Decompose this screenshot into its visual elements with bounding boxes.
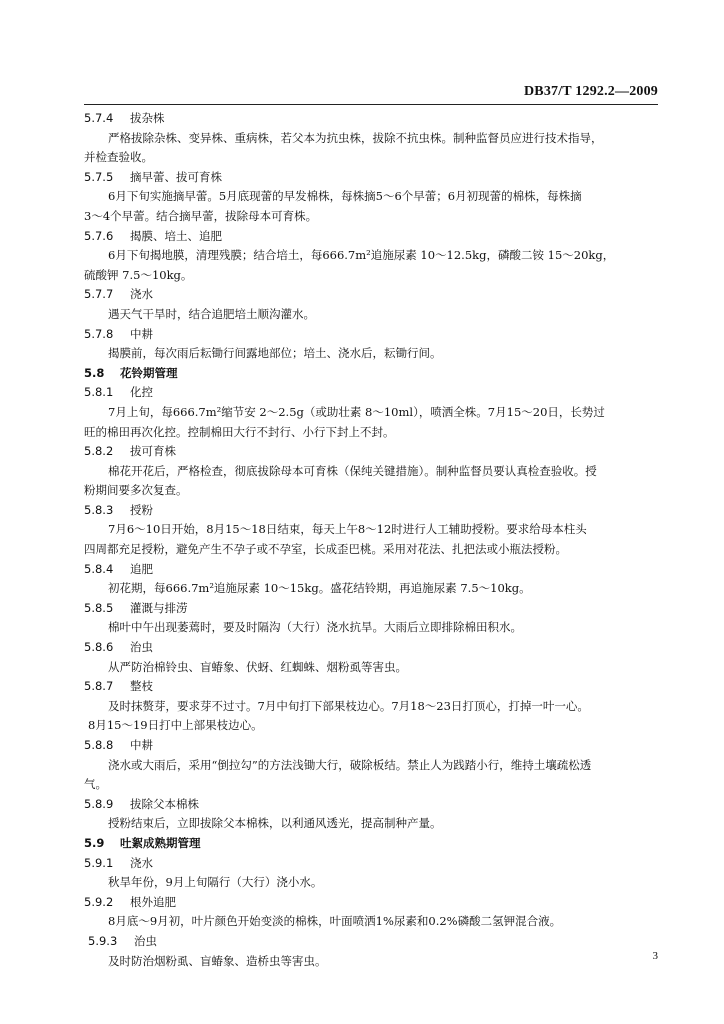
paragraph-continuation: 3～4个早蕾。结合摘早蕾，拔除母本可育株。 [84, 208, 318, 223]
section-number: 5.8.8 [84, 738, 114, 752]
section-number: 5.7.7 [84, 287, 114, 302]
subsection-heading [84, 677, 660, 697]
section-title: 追肥 [130, 561, 153, 576]
subsection-heading [84, 736, 660, 756]
paragraph-line: 揭膜前，每次雨后耘锄行间露地部位；培土、浇水后，耘锄行间。 [108, 346, 442, 361]
subsection-heading [84, 285, 660, 305]
section-heading [84, 834, 660, 854]
paragraph-line: 6月下旬实施摘早蕾。5月底现蕾的早发棉株，每株摘5～6个早蕾；6月初现蕾的棉株，每株摘 [108, 189, 582, 204]
section-title: 治虫 [134, 933, 157, 948]
paragraph-line: 棉花开花后，严格检查，彻底拔除母本可育株（保纯关键措施）。制种监督员要认真检查验收。授 [108, 463, 597, 478]
standard-code: DB37/T 1292.2—2009 [523, 84, 658, 99]
section-number: 5.9.3 [88, 933, 118, 948]
paragraph-line: 7月上旬，每666.7m²缩节安 2～2.5g（或助壮素 8～10ml），喷洒全株。7月15～20日，长势过 [108, 404, 605, 419]
section-number: 5.7.6 [84, 228, 114, 243]
section-title: 吐絮成熟期管理 [120, 835, 201, 850]
subsection-heading [84, 932, 660, 952]
section-number: 5.8.7 [84, 679, 114, 694]
paragraph-line: 7月6～10日开始，8月15～18日结束，每天上午8～12时进行人工辅助授粉。要求给母本柱头 [108, 522, 587, 537]
paragraph-line: 严格拔除杂株、变异株、重病株，若父本为抗虫株，拔除不抗虫株。制种监督员应进行技术指导， [108, 130, 603, 145]
section-title: 化控 [130, 385, 153, 400]
section-heading [84, 364, 660, 384]
subsection-heading [84, 109, 660, 129]
paragraph-line: 授粉结束后，立即拔除父本棉株，以利通风透光，提高制种产量。 [108, 816, 442, 831]
section-number: 5.7.8 [84, 326, 114, 341]
paragraph-line: 8月底～9月初，叶片颜色开始变淡的棉株，叶面喷洒1%尿素和0.2%磷酸二氢钾混合液。 [108, 914, 562, 929]
section-title: 揭膜、培土、追肥 [130, 228, 222, 243]
section-title: 拔可育株 [130, 444, 176, 459]
section-number: 5.8.9 [84, 796, 114, 811]
section-number: 5.8.2 [84, 444, 114, 459]
section-number: 5.8 [84, 365, 105, 380]
section-number: 5.7.4 [84, 111, 114, 125]
paragraph-continuation: 硫酸钾 7.5～10kg。 [84, 267, 193, 282]
section-title: 整枝 [130, 679, 153, 694]
subsection-heading [84, 501, 660, 521]
paragraph-continuation: 气。 [84, 777, 107, 792]
paragraph-continuation: 并检查验收。 [84, 150, 153, 165]
subsection-heading [84, 383, 660, 403]
section-title: 拔杂株 [130, 111, 165, 125]
paragraph-line: 从严防治棉铃虫、盲蝽象、伏蚜、红蜘蛛、烟粉虱等害虫。 [108, 659, 407, 674]
section-number: 5.9 [84, 835, 105, 850]
section-title: 摘早蕾、拔可育株 [130, 169, 222, 184]
subsection-heading [84, 227, 660, 247]
subsection-heading [84, 599, 660, 619]
section-title: 中耕 [130, 326, 153, 341]
section-number: 5.8.6 [84, 640, 114, 655]
subsection-heading [84, 795, 660, 815]
paragraph-line: 初花期，每666.7m²追施尿素 10～15kg。盛花结铃期，再追施尿素 7.5～10kg。 [108, 581, 531, 596]
section-title: 花铃期管理 [120, 365, 178, 380]
paragraph-line: 遇天气干旱时，结合追肥培土顺沟灌水。 [108, 306, 315, 321]
paragraph-line: 及时防治烟粉虱、盲蝽象、造桥虫等害虫。 [108, 953, 327, 968]
section-title: 授粉 [130, 502, 153, 517]
section-title: 浇水 [130, 855, 153, 870]
page-number: 3 [652, 950, 658, 962]
subsection-heading [84, 893, 660, 913]
section-number: 5.7.5 [84, 169, 114, 184]
paragraph-line: 秋旱年份，9月上旬隔行（大行）浇小水。 [108, 875, 323, 890]
section-number: 5.8.5 [84, 600, 114, 615]
section-title: 拔除父本棉株 [130, 796, 199, 811]
section-title: 治虫 [130, 640, 153, 655]
section-number: 5.9.1 [84, 855, 114, 870]
section-title: 中耕 [130, 738, 153, 752]
paragraph-line: 及时抹赘芽，要求芽不过寸。7月中旬打下部果枝边心。7月18～23日打顶心，打掉一叶一心。 [108, 698, 589, 713]
section-title: 灌溉与排涝 [130, 600, 188, 615]
paragraph-line: 6月下旬揭地膜，清理残膜；结合培土，每666.7m²追施尿素 10～12.5kg，磷酸二铵 15～20kg， [108, 248, 615, 263]
section-title: 浇水 [130, 287, 153, 302]
paragraph-line: 浇水或大雨后，采用“倒拉勾”的方法浅锄大行，破除板结。禁止人为践踏小行，维持土壤疏松透 [108, 757, 592, 772]
section-number: 5.8.1 [84, 385, 114, 400]
document-body [84, 109, 660, 971]
paragraph-continuation: 粉期间要多次复查。 [84, 483, 188, 498]
subsection-heading [84, 638, 660, 658]
section-title: 根外追肥 [130, 894, 176, 909]
paragraph-continuation: 8月15～19日打中上部果枝边心。 [88, 718, 263, 733]
section-number: 5.8.3 [84, 502, 114, 517]
paragraph-line: 棉叶中午出现萎蔫时，要及时隔沟（大行）浇水抗旱。大雨后立即排除棉田积水。 [108, 620, 522, 635]
paragraph-continuation: 四周都充足授粉，避免产生不孕子或不孕室，长成歪巴桃。采用对花法、扎把法或小瓶法授粉。 [84, 542, 567, 557]
subsection-heading [84, 442, 660, 462]
section-number: 5.8.4 [84, 561, 114, 576]
subsection-heading [84, 560, 660, 580]
section-number: 5.9.2 [84, 894, 114, 909]
subsection-heading [84, 854, 660, 874]
subsection-heading [84, 325, 660, 345]
subsection-heading [84, 168, 660, 188]
paragraph-continuation: 旺的棉田再次化控。控制棉田大行不封行、小行下封上不封。 [84, 424, 395, 439]
header-rule [84, 104, 658, 105]
